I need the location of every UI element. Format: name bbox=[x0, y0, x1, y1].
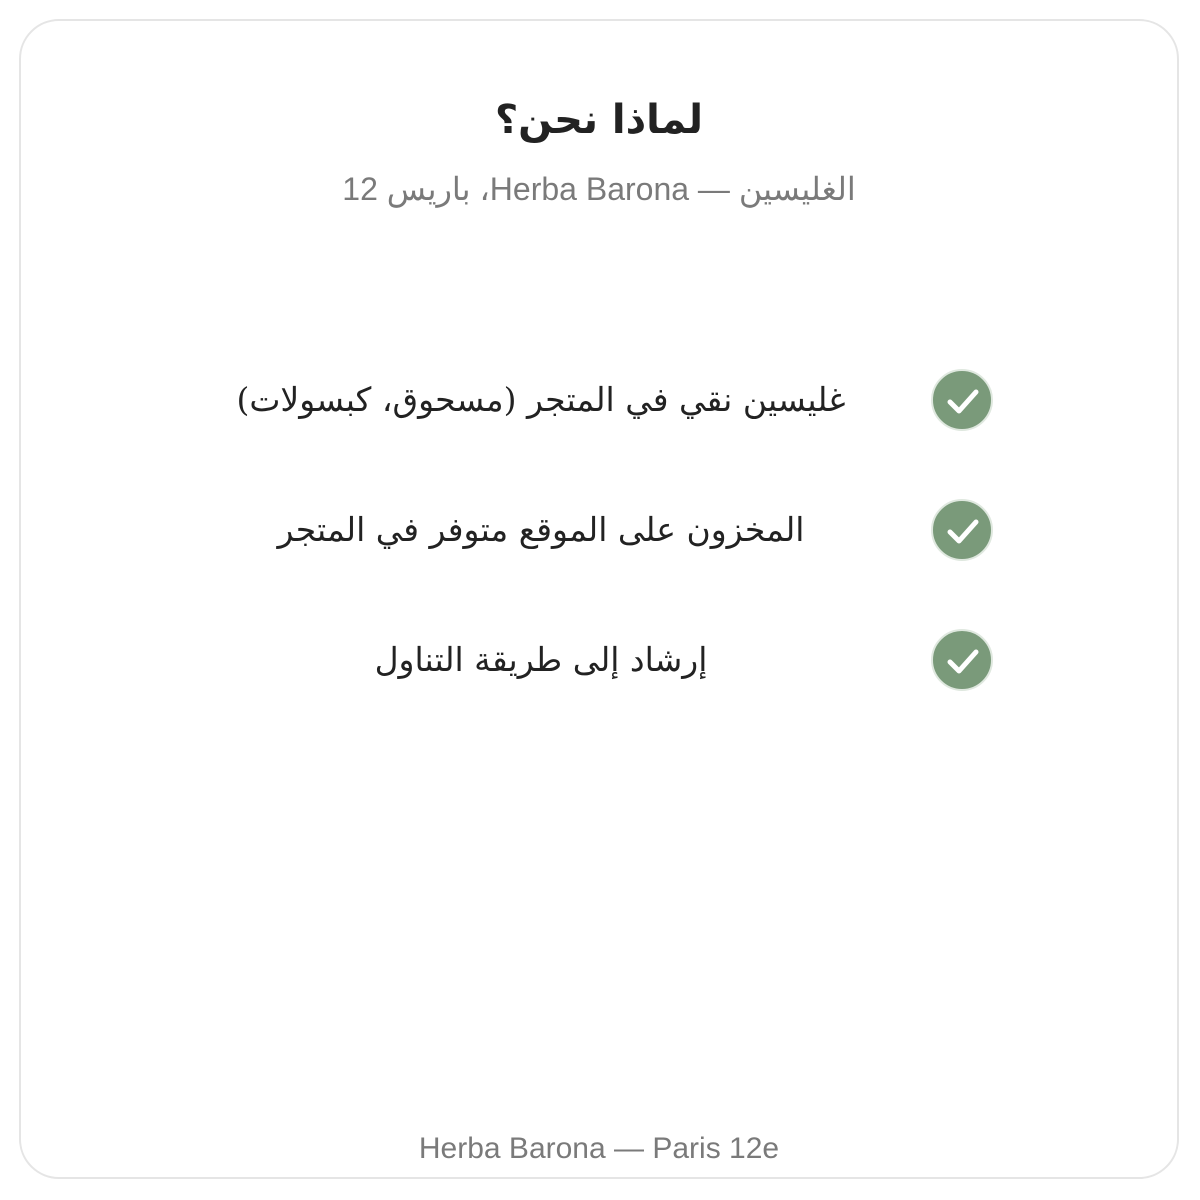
feature-item bbox=[21, 369, 1177, 433]
card-title: لماذا نحن؟ bbox=[494, 97, 704, 143]
feature-text: غليسين نقي في المتجر (مسحوق، كبسولات) bbox=[236, 380, 846, 419]
footer-text: Herba Barona — Paris 12e bbox=[418, 1132, 780, 1165]
feature-text: إرشاد إلى طريقة التناول bbox=[374, 640, 708, 679]
card-subtitle: الغليسين — Herba Barona، باريس 12 bbox=[342, 171, 856, 207]
info-card bbox=[19, 19, 1179, 1179]
feature-list bbox=[21, 21, 1177, 1177]
feature-item bbox=[21, 629, 1177, 693]
feature-item bbox=[21, 499, 1177, 563]
feature-text: المخزون على الموقع متوفر في المتجر bbox=[277, 510, 805, 549]
